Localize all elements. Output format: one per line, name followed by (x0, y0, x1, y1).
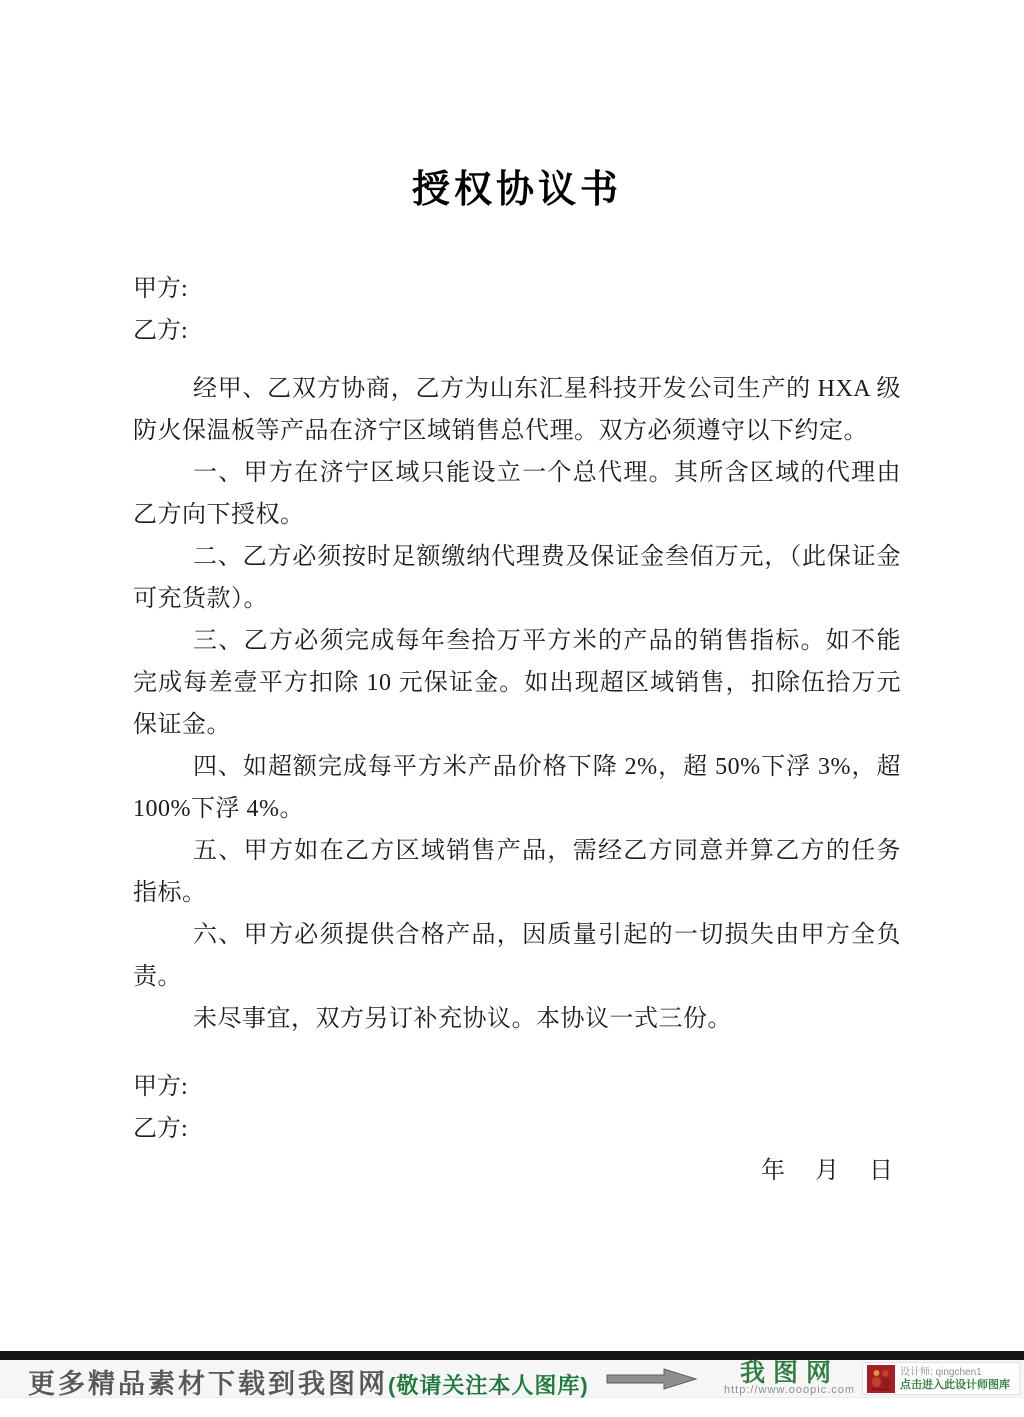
banner-divider-bar (0, 1351, 1024, 1360)
designer-gallery-link[interactable]: 点击进入此设计师图库 (900, 1378, 1010, 1391)
promo-note: (敬请关注本人图库) (388, 1373, 589, 1398)
closing-paragraph: 未尽事宜，双方另订补充协议。本协议一式三份。 (193, 1006, 732, 1032)
document-body (133, 368, 901, 1040)
party-a-label: 甲方: (133, 276, 188, 302)
ooopic-logo-url[interactable]: http://www.ooopic.com (724, 1384, 856, 1396)
clause-1: 一、甲方在济宁区域只能设立一个总代理。其所含区域的代理由乙方向下授权。 (133, 460, 901, 528)
page-title: 授权协议书 (411, 169, 622, 211)
footer-banner (0, 1360, 1024, 1398)
document-content (133, 0, 901, 1192)
intro-paragraph: 经甲、乙双方协商，乙方为山东汇星科技开发公司生产的 HXA 级防火保温板等产品在济宁区域销售总代理。双方必须遵守以下约定。 (133, 376, 901, 444)
clause-5: 五、甲方如在乙方区域销售产品，需经乙方同意并算乙方的任务指标。 (133, 838, 901, 906)
clause-6: 六、甲方必须提供合格产品，因质量引起的一切损失由甲方全负责。 (133, 922, 901, 990)
promo-text: 更多精品素材下载到我图网 (28, 1369, 388, 1399)
clause-4: 四、如超额完成每平方米产品价格下降 2%，超 50%下浮 3%，超 100%下浮 4%。 (133, 754, 901, 822)
ooopic-logo[interactable] (724, 1359, 856, 1396)
party-b-label: 乙方: (133, 318, 188, 344)
designer-card[interactable] (862, 1362, 1020, 1395)
right-arrow-icon (606, 1367, 698, 1391)
signature-block (133, 1066, 901, 1150)
designer-info (900, 1366, 1010, 1392)
designer-name-label: 设计师: qingchen1 (900, 1366, 982, 1378)
parties-top-block (133, 268, 901, 352)
date-line: 年 月 日 (761, 1158, 893, 1184)
signature-party-b-label: 乙方: (133, 1116, 188, 1142)
clause-3: 三、乙方必须完成每年叁拾万平方米的产品的销售指标。如不能完成每差壹平方扣除 10 元保证金。如出现超区域销售，扣除伍拾万元保证金。 (133, 628, 901, 738)
signature-party-a-label: 甲方: (133, 1074, 188, 1100)
clause-2: 二、乙方必须按时足额缴纳代理费及保证金叁佰万元，（此保证金可充货款）。 (133, 544, 901, 612)
promo-text-line (28, 1362, 589, 1401)
ooopic-logo-text: 我图网 (740, 1359, 840, 1387)
red-seal-icon (867, 1365, 895, 1393)
